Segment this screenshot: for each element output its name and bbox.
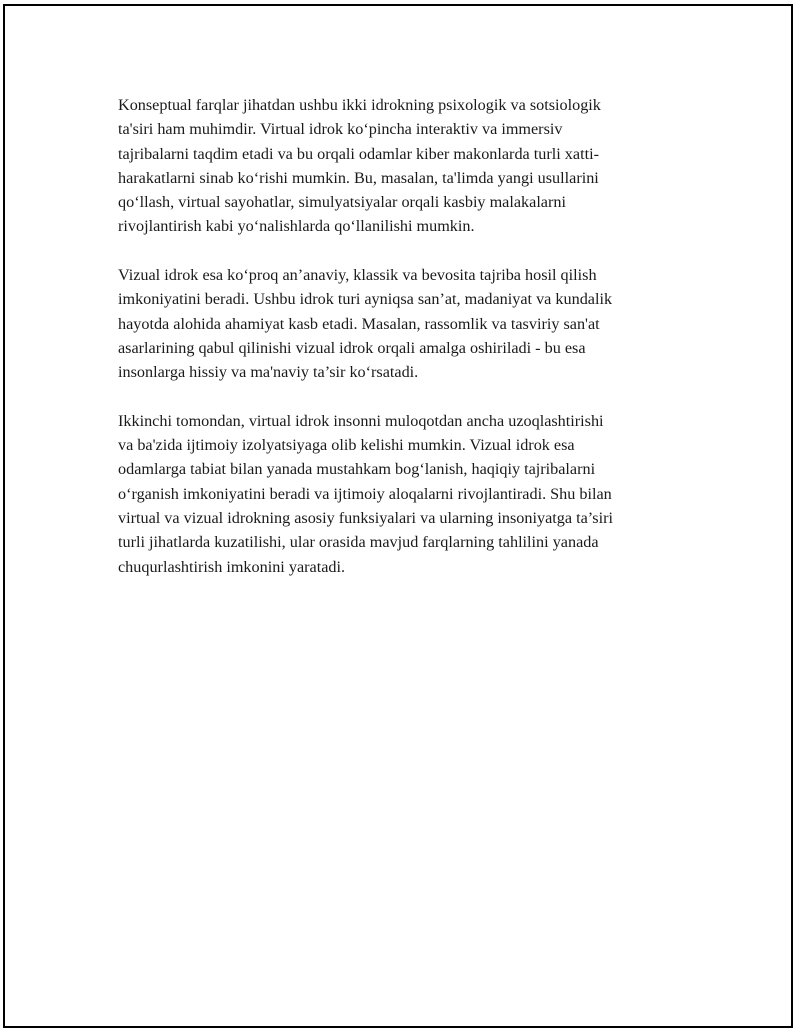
paragraph-2: Vizual idrok esa ko‘proq an’anaviy, klassik va bevosita tajriba hosil qilish imkoniyatini beradi. Ushbu idrok turi ayniqsa san’at, madaniyat va kundalik hayotda alohida ahamiyat kasb etadi. Masalan, rassomlik va tasviriy san'at asarlarining qabul qilinishi vizual idrok orqali amalga oshiriladi - bu esa insonlarga hissiy va ma'naviy ta’sir ko‘rsatadi. — [118, 266, 613, 382]
paragraph-1: Konseptual farqlar jihatdan ushbu ikki idrokning psixologik va sotsiologik ta'siri ham muhimdir. Virtual idrok ko‘pincha interaktiv va immersiv tajribalarni taqdim etadi va bu orqali odamlar kiber makonlarda turli xatti- harakatlarni sinab ko‘rishi mumkin. Bu, masalan, ta'limda yangi usullarini qo‘llash, virtual sayohatlar, simulyatsiyalar orqali kasbiy malakalarni rivojlantirish kabi yo‘nalishlarda qo‘llanilishi mumkin. — [118, 96, 601, 236]
document-body — [118, 93, 696, 603]
paragraph-3: Ikkinchi tomondan, virtual idrok insonni muloqotdan ancha uzoqlashtirishi va ba'zida ijtimoiy izolyatsiyaga olib kelishi mumkin. Vizual idrok esa odamlarga tabiat bilan yanada mustahkam bog‘lanish, haqiqiy tajribalarni o‘rganish imkoniyatini beradi va ijtimoiy aloqalarni rivojlantiradi. Shu bilan virtual va vizual idrokning asosiy funksiyalari va ularning insoniyatga ta’siri turli jihatlarda kuzatilishi, ular orasida mavjud farqlarning tahlilini yanada chuqurlashtirish imkonini yaratadi. — [118, 411, 613, 576]
